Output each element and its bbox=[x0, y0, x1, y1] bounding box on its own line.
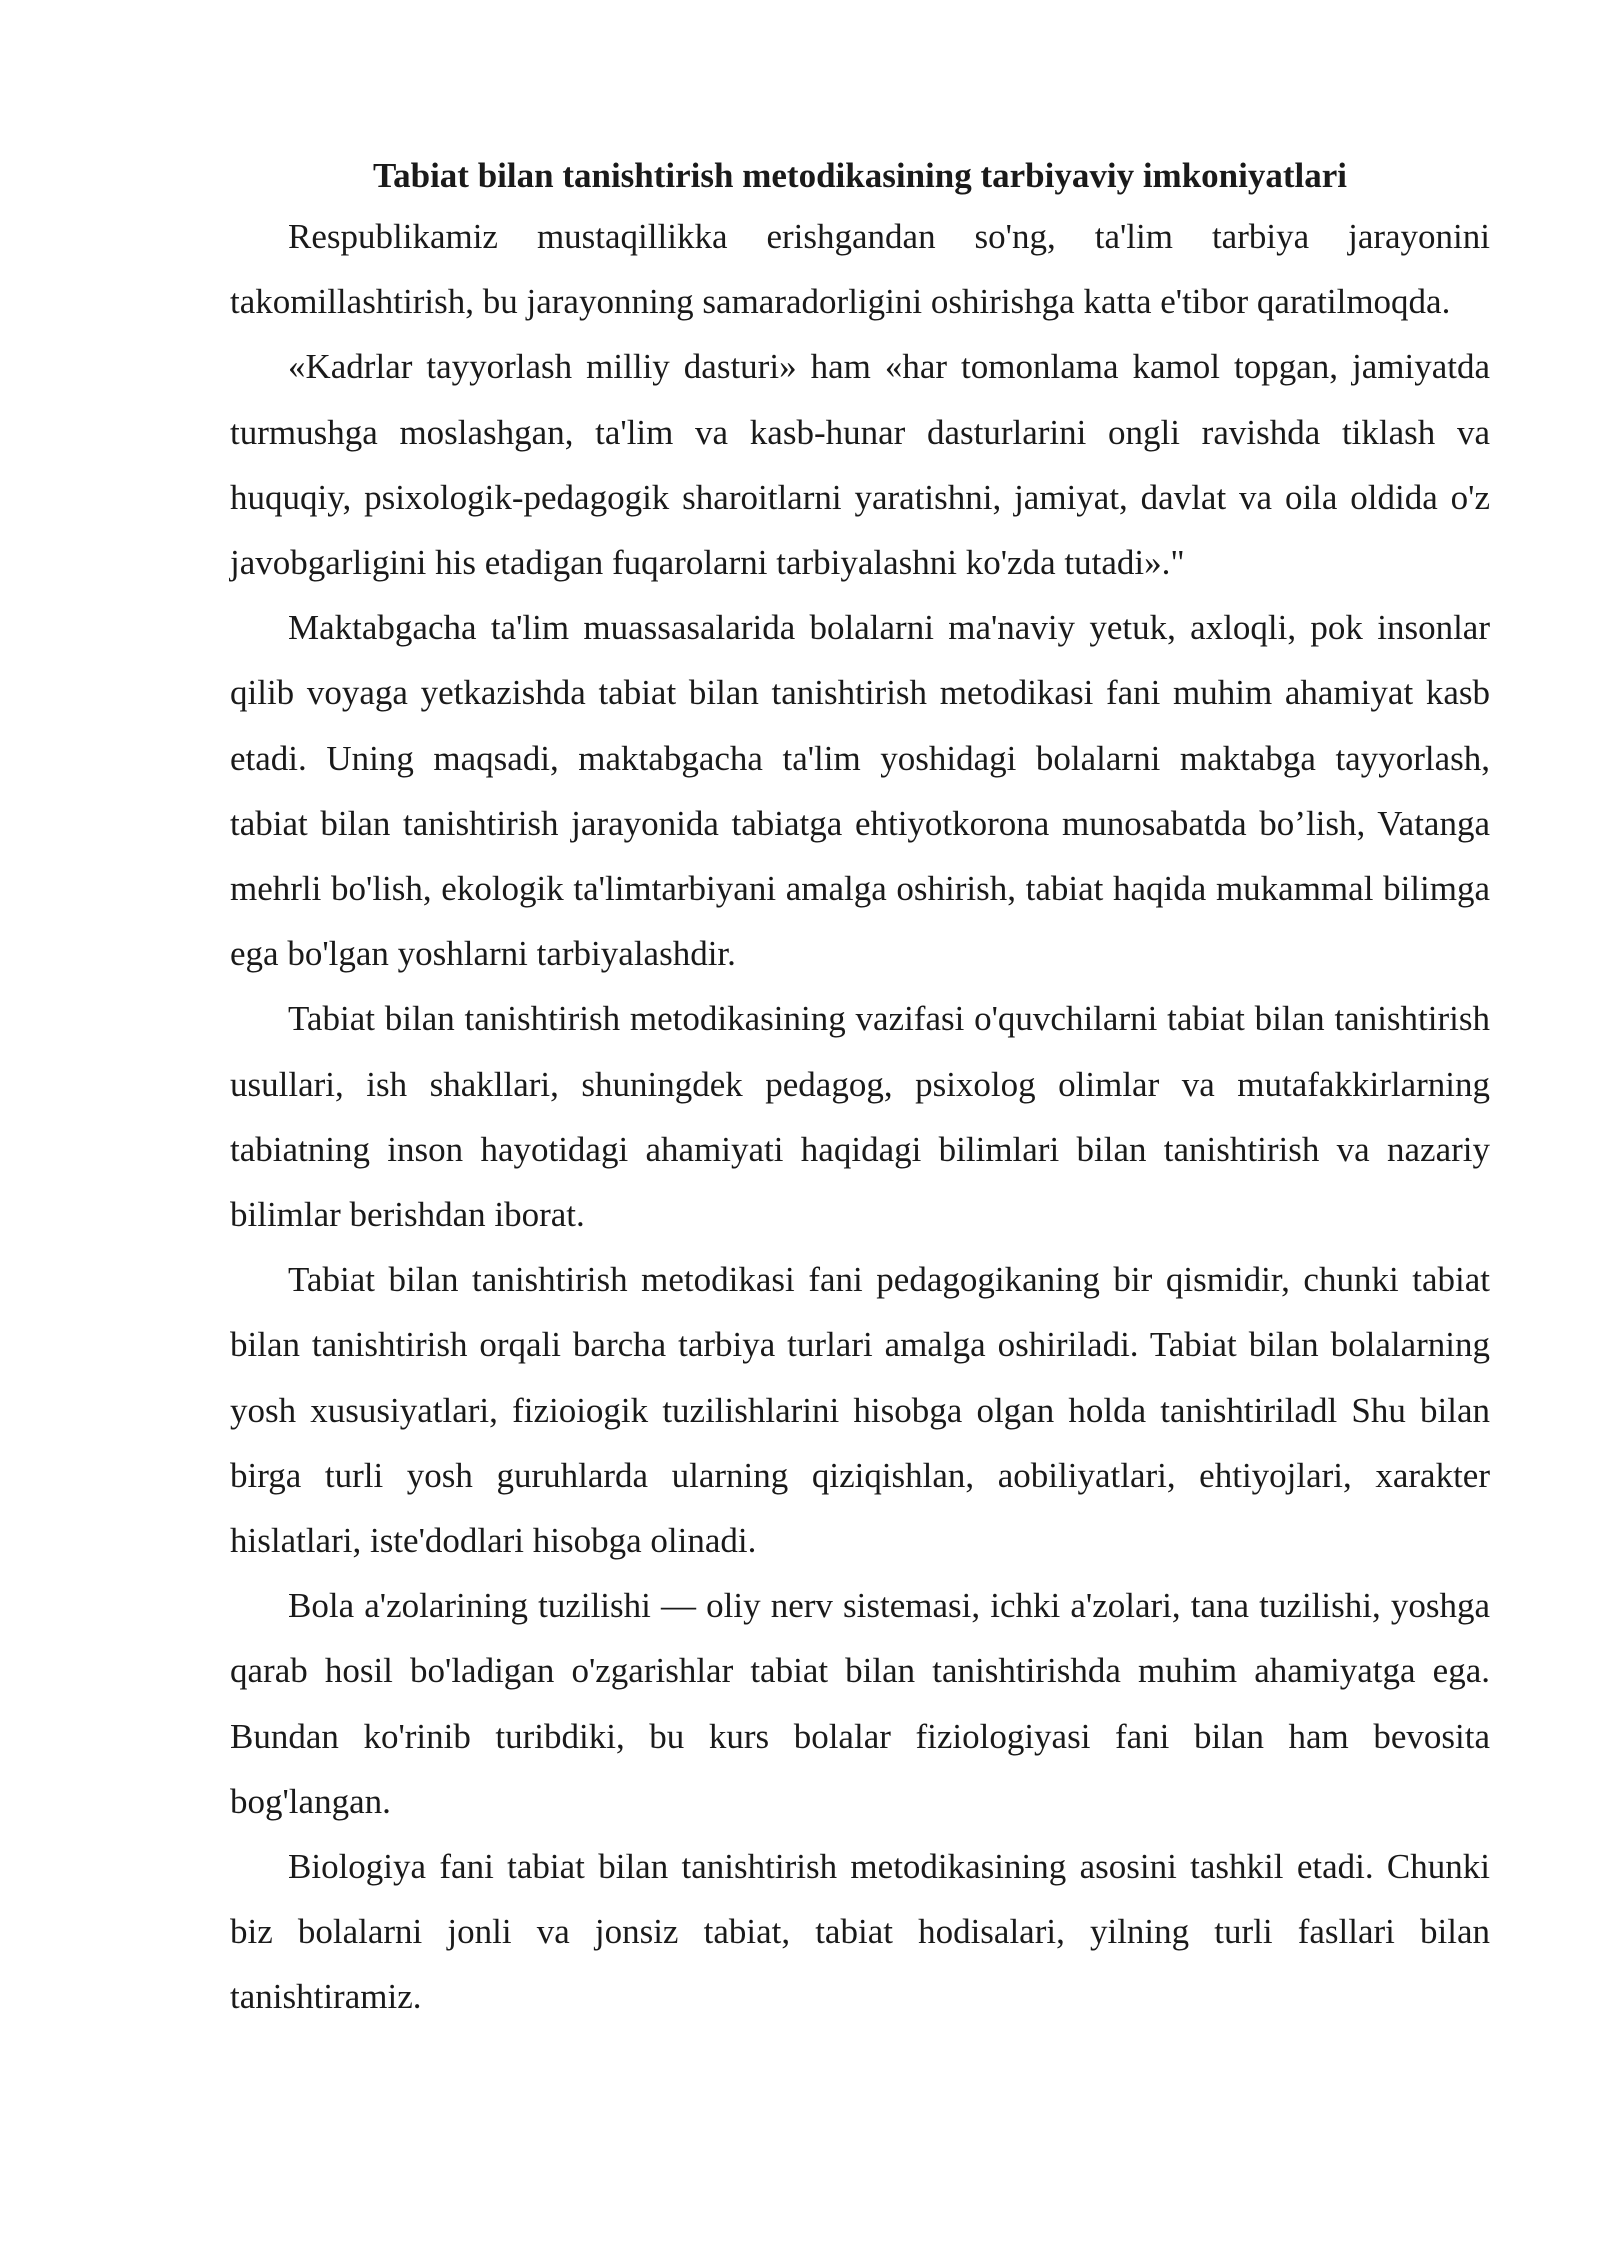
document-body bbox=[230, 148, 1490, 2030]
paragraph: Biologiya fani tabiat bilan tanishtirish metodikasining asosini tashkil etadi. Chunki biz bolalarni jonli va jonsiz tabiat, tabiat hodisalari, yilning turli fasllari bilan tanishtiramiz. bbox=[230, 1847, 1490, 2017]
paragraph: Bola a'zolarining tuzilishi — oliy nerv sistemasi, ichki a'zolari, tana tuzilishi, yoshga qarab hosil bo'ladigan o'zgarishlar tabiat bilan tanishtirishda muhim ahamiyatga ega. Bundan ko'rinib turibdiki, bu kurs bolalar fiziologiyasi fani bilan ham bevosita bog'langan. bbox=[230, 1586, 1490, 1821]
paragraph: Tabiat bilan tanishtirish metodikasining vazifasi o'quvchilarni tabiat bilan tanishtirish usullari, ish shakllari, shuningdek pedagog, psixolog olimlar va mutafakkirlarning tabiatning inson hayotidagi ahamiyati haqidagi bilimlari bilan tanishtirish va nazariy bilimlar berishdan iborat. bbox=[230, 999, 1490, 1235]
paragraph: «Kadrlar tayyorlash milliy dasturi» ham «har tomonlama kamol topgan, jamiyatda turmushga moslashgan, ta'lim va kasb-hunar dasturlarini ongli ravishda tiklash va huquqiy, psixologik-pedagogik sharoitlarni yaratishni, jamiyat, davlat va oila oldida o'z javobgarligini his etadigan fuqarolarni tarbiyalashni ko'zda tutadi»." bbox=[230, 347, 1490, 583]
document-title: Tabiat bilan tanishtirish metodikasining tarbiyaviy imkoniyatlari bbox=[372, 156, 1348, 195]
paragraph: Maktabgacha ta'lim muassasalarida bolalarni ma'naviy yetuk, axloqli, pok insonlar qilib voyaga yetkazishda tabiat bilan tanishtirish metodikasi fani muhim ahamiyat kasb etadi. Uning maqsadi, maktabgacha ta'lim yoshidagi bolalarni maktabga tayyorlash, tabiat bilan tanishtirish jarayonida tabiatga ehtiyotkorona munosabatda bo’lish, Vatanga mehrli bo'lish, ekologik ta'limtarbiyani amalga oshirish, tabiat haqida mukammal bilimga ega bo'lgan yoshlarni tarbiyalashdir. bbox=[230, 608, 1490, 974]
paragraph: Respublikamiz mustaqillikka erishgandan so'ng, ta'lim tarbiya jarayonini takomillashtirish, bu jarayonning samaradorligini oshirishga katta e'tibor qaratilmoqda. bbox=[230, 217, 1490, 322]
paragraph: Tabiat bilan tanishtirish metodikasi fani pedagogikaning bir qismidir, chunki tabiat bilan tanishtirish orqali barcha tarbiya turlari amalga oshiriladi. Tabiat bilan bolalarning yosh xususiyatlari, fizioiogik tuzilishlarini hisobga olgan holda tanishtiriladl Shu bilan birga turli yosh guruhlarda ularning qiziqishlan, aobiliyatlari, ehtiyojlari, xarakter hislatlari, iste'dodlari hisobga olinadi. bbox=[230, 1260, 1490, 1561]
